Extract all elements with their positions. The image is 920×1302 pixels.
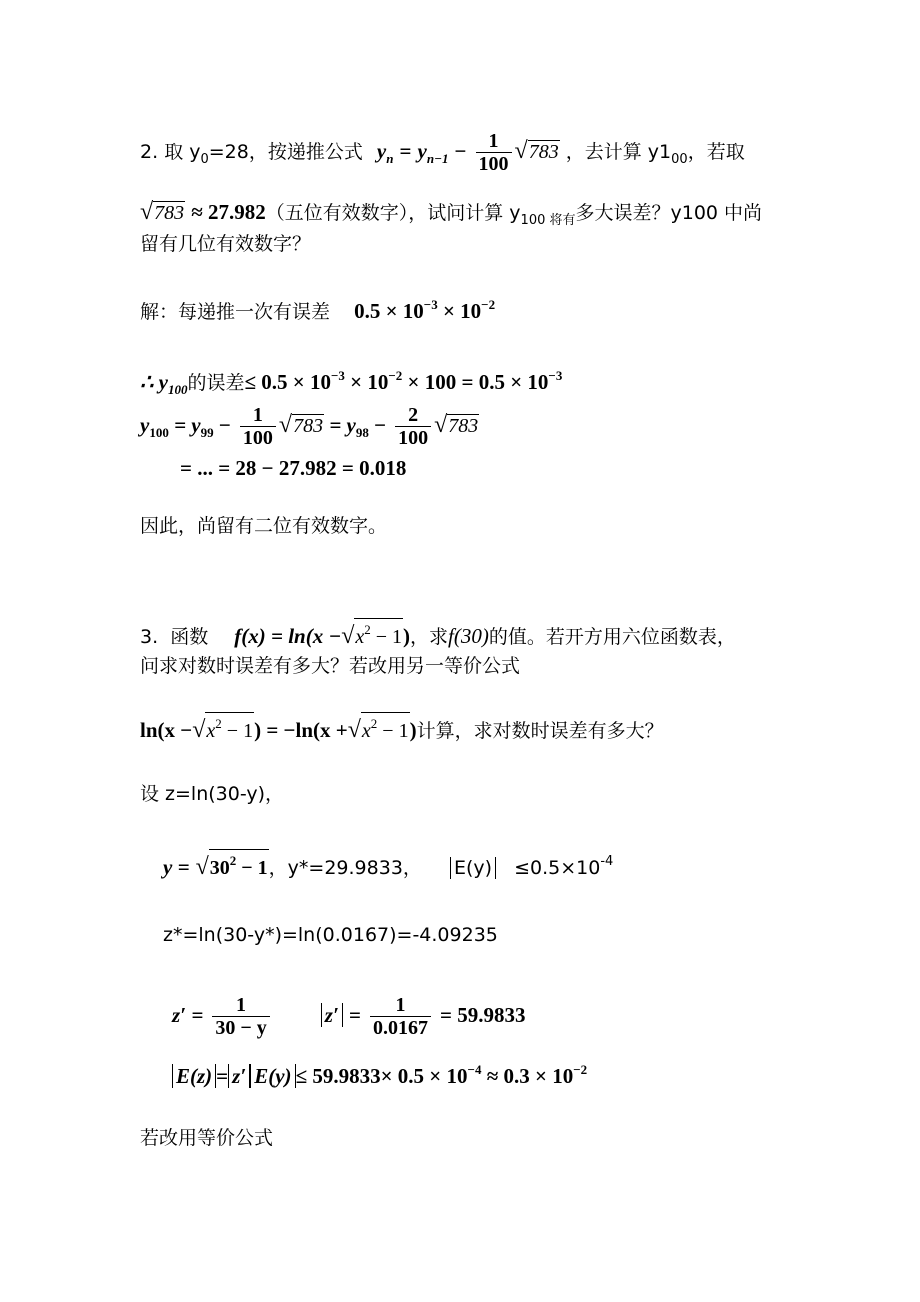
- solution-3-y: $y = √30^2 - 1$，y*=29.9833， $E(y) \le 0.5\times 10^{-4}$: [163, 849, 613, 881]
- problem-3-line-2: 问求对数时误差有多大？若改用另一等价公式: [140, 655, 521, 677]
- problem-number: 2.: [140, 141, 159, 163]
- recurrence-formula: $y_n = y_{n-1}$ − $\frac{1}{100}$ √783: [376, 130, 559, 175]
- problem-2-line-3: 留有几位有效数字？: [140, 233, 312, 255]
- solution-2-line-1: 解：每递推一次有误差 $0.5 \times 10^{-3} \times 10^{-2}$: [140, 297, 496, 323]
- problem-3-line-1: 3. 函数 $f(x) = \ln(x -√x^2 - 1)$，求f(30)的值。若开方用六位函数表，: [140, 618, 736, 650]
- solution-2-result: = ... = 28 − 27.982 = 0.018: [180, 456, 407, 480]
- solution-2-bound: ∴ $y_{100}$的误差≤ $0.5 \times 10^{-3} \times 10^{-2} \times 100 = 0.5 \times 10^{-3}$: [140, 368, 563, 397]
- solution-3-error-bound: E(z) = z′ $E(y) \le 59.9833\times 0.5 \times 10^{-4} \approx 0.3 \times 10^{-2}$: [172, 1057, 587, 1090]
- solution-3-set: 设 z=ln(30-y)，: [140, 783, 285, 805]
- solution-2-conclusion: 因此，尚留有二位有效数字。: [140, 515, 388, 537]
- problem-number: 3.: [140, 626, 159, 648]
- solution-3-derivative: z′ = $\frac{1}{30 - y}$ z′ = $\frac{1}{0.0167}$ = 59.9833: [172, 994, 526, 1039]
- solution-3-zstar: z*=ln(30-y*)=ln(0.0167)=-4.09235: [163, 924, 498, 946]
- problem-2-line-2: √783 ≈ 27.982（五位有效数字），试问计算 $y_{100 将有}$多大误差？y100 中尚: [140, 199, 763, 228]
- solution-2-y100: $y_{100} = y_{99}$ − $\frac{1}{100}$ $√783 = y_{98}$ − $\frac{2}{100}$ √783: [140, 404, 479, 449]
- solution-3-last: 若改用等价公式: [140, 1127, 274, 1149]
- problem-2-line-1: 2. 取 $y_0=28$，按递推公式 $y_n = y_{n-1}$ − $\frac{1}{100}$ √783 ，去计算 $y1_{00}$，若取: [140, 130, 745, 175]
- problem-3-line-3: $\ln(x -√x^2 - 1) = -\ln(x +√x^2 - 1)$计算，求对数时误差有多大？: [140, 712, 664, 744]
